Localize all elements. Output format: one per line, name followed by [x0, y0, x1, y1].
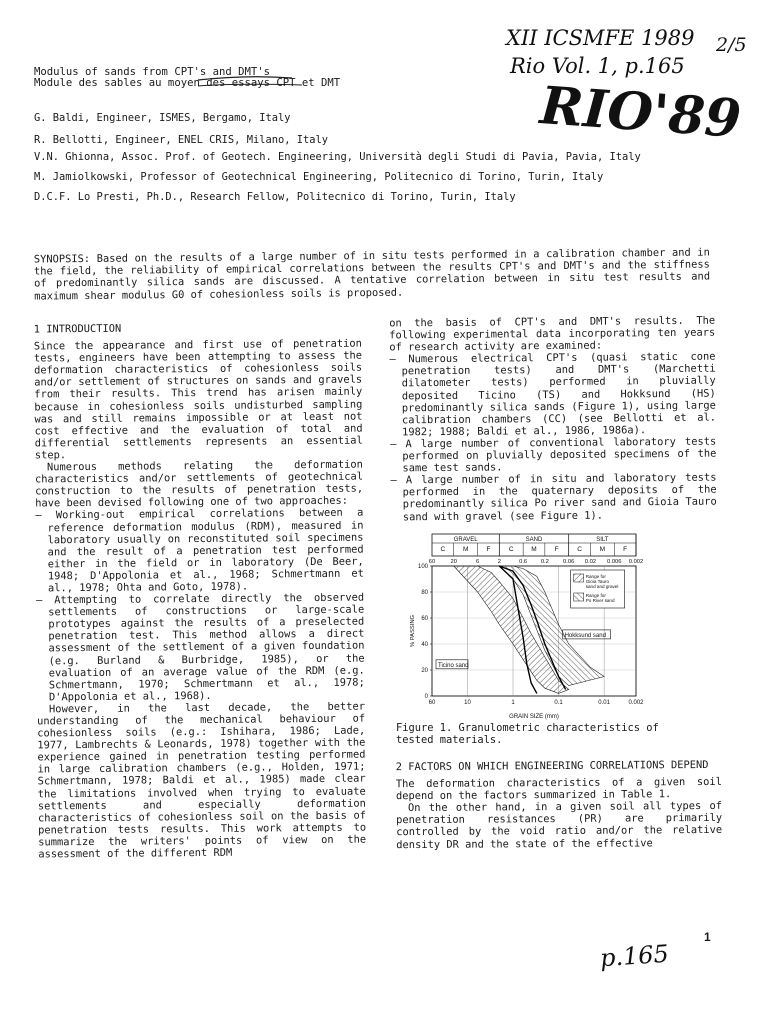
volume-annotation: Rio Vol. 1, p.165 — [510, 54, 685, 78]
top-tick-label: 0.006 — [607, 559, 622, 565]
x-axis-label: GRAIN SIZE (mm) — [509, 714, 559, 720]
group-label-gravel: GRAVEL — [453, 537, 478, 543]
subdivision-label: F — [486, 546, 491, 553]
y-tick-label: 80 — [421, 590, 428, 596]
left-column — [34, 321, 367, 861]
legend-po-line2: Po River sand — [585, 598, 615, 603]
gradation-chart — [408, 526, 676, 722]
legend-swatch-gioia — [574, 574, 584, 582]
y-tick-label: 100 — [417, 564, 428, 570]
right-bullet-3: – A large number of in situ and laboratory tests performed in the quaternary deposits of the predominantly silica Po river sand and Gioia Tauro sand with gravel (see Figure 1). — [390, 471, 717, 523]
section-1-paragraph-1: Since the appearance and first use of penetration tests, engineers have been attempting to assess the deformation characteristics of cohesionless soils and/or settlement of structures on sands and gravels from their results. This trend has arisen mainly because in cohesionless soils undisturbed sampling was and still remains impossible or at least not cost effective and the evaluation of total and differential settlements represents an essential step. — [33, 337, 363, 462]
top-tick-label: 0.06 — [563, 559, 575, 565]
synopsis: SYNOPSIS: Based on the results of a large number of in situ tests performed in a calibration chamber and in the field, the reliability of empirical correlations between the results CPT's and DMT's and the stiffness of predominantly silica sands are discussed. A tentative correlation between in situ test results and maximum shear modulus G0 of cohesionless soils is proposed. — [33, 246, 711, 303]
y-tick-label: 60 — [421, 616, 428, 622]
top-tick-label: 2 — [497, 559, 501, 565]
section-2-paragraph-1: The deformation characteristics of a given soil depend on the factors summarized in Table 1. — [395, 775, 722, 803]
handwritten-page-mark: p.165 — [599, 939, 670, 973]
author-5: D.C.F. Lo Presti, Ph.D., Research Fellow, Politecnico di Torino, Turin, Italy — [34, 191, 516, 203]
group-label-silt: SILT — [596, 537, 609, 543]
page-fraction-annotation: 2/5 — [716, 34, 747, 56]
subdivision-label: C — [508, 546, 514, 553]
title-fr: Module des sables au moyen des essays CPT et DMT — [34, 77, 341, 89]
y-axis-label: % PASSING — [410, 614, 416, 648]
section-1-bullet-2: – Attempting to correlate directly the observed settlements of constructions or large-scale prototypes against the results of a preselected penetration test. This method allows a direct assessment of the settlement of a given foundation (e.g. Burland & Burbridge, 1985), or the evaluation of an average value of the RDM (e.g. Schmertmann, 1970; Schmertmann et al., 1978; D'Appolonia et al., 1968). — [36, 591, 365, 704]
x-tick-label: 0.01 — [598, 700, 610, 706]
y-tick-label: 0 — [424, 694, 428, 700]
right-paragraph-1: on the basis of CPT's and DMT's results. The following experimental data incorporating ten years of research activity are examined: — [389, 314, 716, 354]
right-column-top — [389, 315, 717, 523]
legend-gioia-line2: Gioia Tauro — [585, 579, 610, 584]
subdivision-label: M — [531, 546, 537, 553]
subdivision-label: C — [577, 546, 582, 553]
subdivision-label: M — [462, 546, 469, 553]
section-2-heading: 2 FACTORS ON WHICH ENGINEERING CORRELATIONS DEPEND — [395, 758, 709, 774]
author-3: V.N. Ghionna, Assoc. Prof. of Geotech. Engineering, Università degli Studi di Pavia, Pavia, Italy — [34, 151, 641, 163]
conference-annotation: XII ICSMFE 1989 — [506, 26, 695, 50]
top-tick-label: 0.6 — [519, 559, 528, 565]
y-tick-label: 20 — [421, 668, 428, 674]
page-number: 1 — [704, 930, 711, 944]
x-tick-label: 0.002 — [628, 700, 644, 706]
right-column-bottom — [396, 759, 723, 851]
x-tick-label: 1 — [511, 700, 515, 706]
x-tick-label: 10 — [464, 700, 471, 706]
rio-stamp: RIO'89 — [538, 75, 744, 150]
top-tick-label: 0.02 — [584, 559, 597, 565]
top-tick-label: 20 — [450, 559, 457, 565]
subdivision-label: F — [623, 546, 628, 553]
group-label-sand: SAND — [525, 537, 543, 543]
label-ticino-sand: Ticino sand — [438, 662, 469, 669]
top-tick-label: 0.2 — [540, 559, 549, 565]
top-tick-label: 0.002 — [628, 559, 644, 565]
legend-swatch-po — [574, 593, 584, 601]
section-1-heading: 1 INTRODUCTION — [33, 322, 122, 336]
section-1-bullet-1: – Working-out empirical correlations between a reference deformation modulus (RDM), measured in laboratory usually on reconstituted soil specimens and the result of a penetration test performed either in the field or in laboratory (De Beer, 1948; D'Appolonia et al., 1968; Schmertmann et al., 1978; Ohta and Goto, 1978). — [35, 506, 364, 595]
legend-po-line1: Range for — [585, 593, 606, 598]
right-bullet-2: – A large number of conventional laboratory tests performed on pluvially deposited specimens of the same test sands. — [390, 435, 717, 475]
subdivision-label: F — [554, 546, 559, 553]
x-tick-label: 60 — [428, 700, 436, 706]
subdivision-label: M — [599, 546, 606, 553]
figure-1-caption: Figure 1. Granulometric characteristics of tested materials. — [396, 722, 659, 746]
legend-gioia-line3: sand and gravel — [585, 584, 619, 589]
author-2: R. Bellotti, Engineer, ENEL CRIS, Milano, Italy — [34, 134, 329, 146]
legend-gioia-line1: Range for — [585, 574, 606, 579]
section-2-paragraph-2: On the other hand, in a given soil all types of penetration resistances (PR) are primarily controlled by the void ratio and/or the relative density DR and the state of the effective — [396, 800, 723, 851]
label-hokksund-sand: Hokksund sand — [564, 632, 606, 639]
top-tick-label: 6 — [475, 559, 480, 565]
author-1: G. Baldi, Engineer, ISMES, Bergamo, Italy — [34, 112, 291, 124]
title-en: Modulus of sands from CPT's and DMT's — [34, 66, 270, 78]
section-1-paragraph-2: Numerous methods relating the deformation characteristics and/or settlements of geotechnical construction to the results of penetration tests, have been devised following one of two approaches: — [34, 458, 364, 510]
right-bullet-1: – Numerous electrical CPT's (quasi static cone penetration tests) and DMT's (Marchetti dilatometer tests) performed in pluvially deposited Ticino (TS) and Hokksund (HS) predominantly silica sands (Figure 1), using large calibration chambers (CC) (see Bellotti et al. 1982; 1988; Baldi et al., 1986, 1986a). — [389, 350, 717, 439]
y-tick-label: 40 — [421, 642, 428, 648]
subdivision-label: C — [440, 546, 446, 553]
top-tick-label: 60 — [428, 559, 436, 565]
author-4: M. Jamiolkowski, Professor of Geotechnical Engineering, Politecnico di Torino, Turin, Italy — [34, 171, 604, 183]
section-1-paragraph-3: However, in the last decade, the better understanding of the mechanical behaviour of cohesionless soils (e.g.: Ishihara, 1986; Lade, 1977, Lambrechts & Leonards, 1978) together with the experience gained in penetration testing performed in large calibration chambers (e.g., Holden, 1971; Schmertmann, 1978; Baldi et al., 1985) made clear the limitations involved when trying to evaluate settlements and especially deformation characteristics of cohesionless soil on the basis of penetration tests results. This work attempts to summarize the writers' points of view on the assessment of the different RDM — [37, 700, 367, 861]
x-tick-label: 0.1 — [554, 700, 563, 706]
